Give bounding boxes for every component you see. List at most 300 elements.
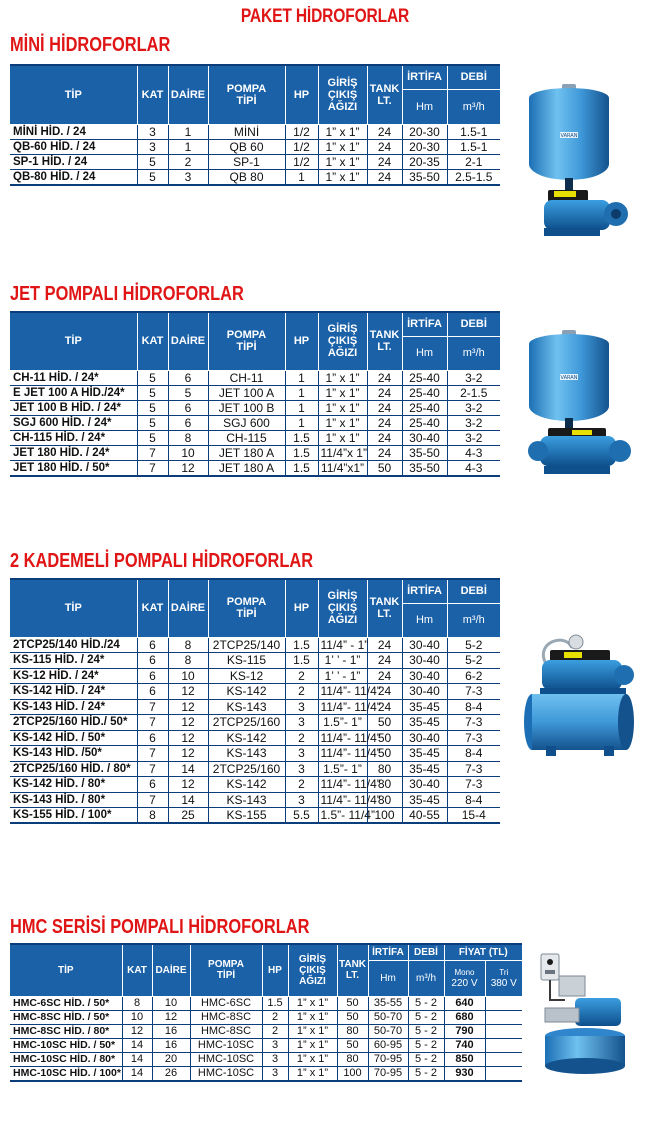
table-cell: KS-155 bbox=[208, 808, 285, 824]
table-cell: 1 bbox=[285, 400, 318, 415]
table-cell: 24 bbox=[367, 445, 402, 460]
table-cell: 8 bbox=[137, 808, 168, 824]
model-name-cell: HMC-6SC HİD. / 50* bbox=[10, 996, 122, 1010]
table-cell: 12 bbox=[168, 460, 208, 476]
table-cell: 2 bbox=[168, 154, 208, 169]
table-cell: 6 bbox=[137, 730, 168, 746]
table-cell: 50 bbox=[337, 1038, 368, 1052]
model-name-cell: QB-80 HİD. / 24 bbox=[10, 169, 137, 185]
table-cell: 1” x 1” bbox=[318, 370, 367, 385]
table-cell: 11/4”- 11/4” bbox=[318, 730, 367, 746]
table-cell: 7-3 bbox=[447, 761, 500, 777]
table-cell: 14 bbox=[122, 1038, 152, 1052]
table-cell: 30-40 bbox=[402, 637, 447, 653]
table-cell: 1” x 1” bbox=[318, 400, 367, 415]
section-title-hmc: HMC SERİSİ POMPALI HİDROFORLAR bbox=[10, 916, 310, 938]
table-cell: HMC-6SC bbox=[190, 996, 262, 1010]
header-tank: TANK LT. bbox=[337, 944, 368, 996]
table-cell: 10 bbox=[152, 996, 190, 1010]
table-cell: 7 bbox=[137, 715, 168, 731]
table-cell: 30-40 bbox=[402, 430, 447, 445]
table-cell: 24 bbox=[367, 668, 402, 684]
table-cell: 16 bbox=[152, 1024, 190, 1038]
table-cell: 1.5 bbox=[285, 653, 318, 669]
hidrofor-product-image bbox=[520, 78, 636, 246]
jet-hidrofor-product-image bbox=[520, 326, 636, 486]
table-cell: 1.5 bbox=[285, 460, 318, 476]
header-kat: KAT bbox=[122, 944, 152, 996]
header-irtifa: İRTİFA bbox=[402, 65, 447, 89]
table-cell: 24 bbox=[367, 154, 402, 169]
table-cell: 680 bbox=[444, 1010, 485, 1024]
table-cell: 1 bbox=[285, 385, 318, 400]
header-hp: HP bbox=[262, 944, 288, 996]
hmc-serisi-table bbox=[10, 943, 522, 1082]
model-name-cell: 2TCP25/140 HİD./24 bbox=[10, 637, 137, 653]
header-fiyat: FİYAT (TL) bbox=[444, 944, 522, 960]
table-cell: JET 100 A bbox=[208, 385, 285, 400]
table-row bbox=[10, 668, 500, 684]
table-cell: CH-115 bbox=[208, 430, 285, 445]
header-pompa-tipi: POMPA TİPİ bbox=[208, 312, 285, 370]
header-giris-cikis: GİRİŞ ÇIKIŞ AĞIZI bbox=[318, 579, 367, 637]
table-cell: 1.5”- 11/4” bbox=[318, 808, 367, 824]
table-cell: 2-1 bbox=[447, 154, 500, 169]
header-m3h: m³/h bbox=[447, 89, 500, 124]
table-cell: 12 bbox=[168, 699, 208, 715]
table-cell: 14 bbox=[122, 1052, 152, 1066]
table-cell: HMC-8SC bbox=[190, 1024, 262, 1038]
table-cell: 5 bbox=[137, 430, 168, 445]
table-cell: 11/4”x 1” bbox=[318, 445, 367, 460]
header-tip: TİP bbox=[10, 65, 137, 124]
model-name-cell: KS-155 HİD. / 100* bbox=[10, 808, 137, 824]
table-cell: MİNİ bbox=[208, 124, 285, 139]
table-cell: 5 bbox=[137, 385, 168, 400]
header-irtifa: İRTİFA bbox=[402, 579, 447, 603]
table-cell: 5 bbox=[137, 154, 168, 169]
header-debi: DEBİ bbox=[447, 579, 500, 603]
model-name-cell: CH-115 HİD. / 24* bbox=[10, 430, 137, 445]
header-hp: HP bbox=[285, 312, 318, 370]
svg-text:VARAN: VARAN bbox=[560, 375, 578, 381]
table-cell: HMC-10SC bbox=[190, 1038, 262, 1052]
table-cell: 11/4”x1” bbox=[318, 460, 367, 476]
table-cell: 8-4 bbox=[447, 792, 500, 808]
table-cell: 3-2 bbox=[447, 400, 500, 415]
table-cell: HMC-10SC bbox=[190, 1066, 262, 1081]
table-cell: 7 bbox=[137, 761, 168, 777]
table-cell: 11/4”- 11/4” bbox=[318, 792, 367, 808]
table-cell: 35-50 bbox=[402, 169, 447, 185]
table-cell: 100 bbox=[367, 808, 402, 824]
table-cell: 5 bbox=[137, 169, 168, 185]
table-cell: 8-4 bbox=[447, 746, 500, 762]
table-cell: 1.5 bbox=[285, 430, 318, 445]
table-cell: 70-95 bbox=[368, 1052, 408, 1066]
table-cell: 1/2 bbox=[285, 124, 318, 139]
table-cell: 1” x 1” bbox=[288, 1010, 337, 1024]
header-m3h: m³/h bbox=[408, 960, 444, 996]
table-cell: 5 - 2 bbox=[408, 1024, 444, 1038]
table-cell: 5 - 2 bbox=[408, 1038, 444, 1052]
table-row bbox=[10, 1052, 522, 1066]
table-cell: 24 bbox=[367, 370, 402, 385]
table-cell: 2 bbox=[285, 684, 318, 700]
table-cell: 10 bbox=[122, 1010, 152, 1024]
table-cell: 50 bbox=[367, 715, 402, 731]
table-cell: 24 bbox=[367, 653, 402, 669]
table-cell: 35-50 bbox=[402, 445, 447, 460]
table-cell: 5 bbox=[137, 400, 168, 415]
table-cell: 1” x 1” bbox=[318, 169, 367, 185]
table-cell: 2TCP25/160 bbox=[208, 715, 285, 731]
header-debi: DEBİ bbox=[447, 312, 500, 336]
table-cell bbox=[485, 996, 522, 1010]
table-cell: 2 bbox=[285, 668, 318, 684]
section-title-2-kademeli: 2 KADEMELİ POMPALI HİDROFORLAR bbox=[10, 550, 314, 572]
table-cell: 1” x 1” bbox=[318, 124, 367, 139]
table-row bbox=[10, 653, 500, 669]
table-cell: 16 bbox=[152, 1038, 190, 1052]
table-cell: 11/4”- 11/4” bbox=[318, 699, 367, 715]
table-cell: 2.5-1.5 bbox=[447, 169, 500, 185]
table-cell: 1” x 1” bbox=[318, 415, 367, 430]
table-cell: 2 bbox=[262, 1024, 288, 1038]
mini-hidroforlar-table bbox=[10, 64, 500, 186]
section-title-jet: JET POMPALI HİDROFORLAR bbox=[10, 283, 244, 305]
table-cell: 35-45 bbox=[402, 715, 447, 731]
table-cell bbox=[485, 1066, 522, 1081]
table-cell bbox=[485, 1024, 522, 1038]
table-cell: 5 - 2 bbox=[408, 996, 444, 1010]
table-cell: 50 bbox=[367, 460, 402, 476]
table-cell: 6 bbox=[137, 637, 168, 653]
table-cell: 3 bbox=[285, 792, 318, 808]
table-row bbox=[10, 761, 500, 777]
model-name-cell: KS-115 HİD. / 24* bbox=[10, 653, 137, 669]
table-cell: KS-143 bbox=[208, 746, 285, 762]
table-cell: 1” x 1” bbox=[288, 996, 337, 1010]
model-name-cell: SGJ 600 HİD. / 24* bbox=[10, 415, 137, 430]
table-cell: 7 bbox=[137, 792, 168, 808]
table-cell: 7-3 bbox=[447, 730, 500, 746]
model-name-cell: KS-142 HİD. / 24* bbox=[10, 684, 137, 700]
table-cell: 12 bbox=[152, 1010, 190, 1024]
table-cell: 12 bbox=[122, 1024, 152, 1038]
table-row bbox=[10, 699, 500, 715]
table-cell: 1” x 1” bbox=[318, 154, 367, 169]
table-cell: 11/4”- 11/4” bbox=[318, 777, 367, 793]
table-cell: 35-55 bbox=[368, 996, 408, 1010]
table-cell: 24 bbox=[367, 169, 402, 185]
table-cell: 1” x 1” bbox=[288, 1038, 337, 1052]
table-cell: 26 bbox=[152, 1066, 190, 1081]
table-cell: 35-45 bbox=[402, 699, 447, 715]
table-cell: 1.5 bbox=[262, 996, 288, 1010]
table-cell: 5 bbox=[137, 415, 168, 430]
table-cell: 80 bbox=[337, 1024, 368, 1038]
table-cell: 50 bbox=[337, 1010, 368, 1024]
table-cell: 1/2 bbox=[285, 154, 318, 169]
header-m3h: m³/h bbox=[447, 336, 500, 370]
header-tri: Tri 380 V bbox=[485, 960, 522, 996]
table-cell: 1.5-1 bbox=[447, 139, 500, 154]
table-cell: 12 bbox=[168, 746, 208, 762]
table-row bbox=[10, 1038, 522, 1052]
header-pompa-tipi: POMPA TİPİ bbox=[208, 65, 285, 124]
model-name-cell: 2TCP25/160 HİD. / 80* bbox=[10, 761, 137, 777]
table-cell: QB 60 bbox=[208, 139, 285, 154]
table-row bbox=[10, 715, 500, 731]
table-cell: 25-40 bbox=[402, 400, 447, 415]
table-cell: KS-142 bbox=[208, 684, 285, 700]
table-row bbox=[10, 415, 500, 430]
table-cell: 3 bbox=[262, 1066, 288, 1081]
table-cell: 6 bbox=[137, 668, 168, 684]
table-cell: 14 bbox=[168, 792, 208, 808]
table-cell: 6-2 bbox=[447, 668, 500, 684]
table-cell: 1’ ’ - 1” bbox=[318, 668, 367, 684]
table-cell: JET 180 A bbox=[208, 460, 285, 476]
model-name-cell: HMC-10SC HİD. / 50* bbox=[10, 1038, 122, 1052]
table-cell: 20-30 bbox=[402, 124, 447, 139]
table-cell: 35-45 bbox=[402, 761, 447, 777]
table-cell: 7 bbox=[137, 699, 168, 715]
table-cell: 50-70 bbox=[368, 1024, 408, 1038]
header-tank: TANK LT. bbox=[367, 65, 402, 124]
table-cell: 1.5 bbox=[285, 445, 318, 460]
table-cell: 15-4 bbox=[447, 808, 500, 824]
table-cell: 30-40 bbox=[402, 668, 447, 684]
page-title: PAKET HİDROFORLAR bbox=[240, 6, 410, 27]
table-row bbox=[10, 746, 500, 762]
table-cell: JET 100 B bbox=[208, 400, 285, 415]
section-title-mini: MİNİ HİDROFORLAR bbox=[10, 34, 171, 56]
table-cell: KS-12 bbox=[208, 668, 285, 684]
2-kademeli-table bbox=[10, 578, 500, 824]
table-row bbox=[10, 385, 500, 400]
table-row bbox=[10, 1066, 522, 1081]
table-cell: 7-3 bbox=[447, 715, 500, 731]
table-cell: 1’ ’ - 1” bbox=[318, 653, 367, 669]
table-cell: 35-45 bbox=[402, 792, 447, 808]
table-cell: 2 bbox=[262, 1010, 288, 1024]
header-irtifa: İRTİFA bbox=[368, 944, 408, 960]
table-cell: 25-40 bbox=[402, 370, 447, 385]
table-cell: 6 bbox=[168, 415, 208, 430]
header-pompa-tipi: POMPA TİPİ bbox=[208, 579, 285, 637]
table-cell: 11/4”- 11/4” bbox=[318, 746, 367, 762]
model-name-cell: 2TCP25/160 HİD./ 50* bbox=[10, 715, 137, 731]
table-cell: 2-1.5 bbox=[447, 385, 500, 400]
table-cell: 930 bbox=[444, 1066, 485, 1081]
table-cell: 5.5 bbox=[285, 808, 318, 824]
table-cell: 2TCP25/140 bbox=[208, 637, 285, 653]
table-cell: 11/4”- 11/4” bbox=[318, 684, 367, 700]
table-cell: 80 bbox=[367, 777, 402, 793]
table-cell: HMC-8SC bbox=[190, 1010, 262, 1024]
header-tip: TİP bbox=[10, 579, 137, 637]
table-cell: 1.5-1 bbox=[447, 124, 500, 139]
table-cell: 50 bbox=[367, 746, 402, 762]
header-giris-cikis: GİRİŞ ÇIKIŞ AĞIZI bbox=[318, 65, 367, 124]
table-cell: 5 bbox=[168, 385, 208, 400]
model-name-cell: HMC-10SC HİD. / 80* bbox=[10, 1052, 122, 1066]
jet-pompali-table bbox=[10, 311, 500, 477]
table-cell: 10 bbox=[168, 668, 208, 684]
header-hm: Hm bbox=[402, 336, 447, 370]
table-cell: 1.5”- 1” bbox=[318, 761, 367, 777]
table-cell: 2TCP25/160 bbox=[208, 761, 285, 777]
table-cell: 70-95 bbox=[368, 1066, 408, 1081]
header-pompa-tipi: POMPA TİPİ bbox=[190, 944, 262, 996]
table-row bbox=[10, 808, 500, 824]
table-cell: 1” x 1” bbox=[318, 430, 367, 445]
table-cell: 3 bbox=[285, 699, 318, 715]
table-cell: 24 bbox=[367, 684, 402, 700]
table-row bbox=[10, 430, 500, 445]
table-cell: 2 bbox=[285, 777, 318, 793]
table-cell: 8 bbox=[168, 637, 208, 653]
table-cell: 80 bbox=[367, 792, 402, 808]
header-kat: KAT bbox=[137, 65, 168, 124]
table-cell: 3-2 bbox=[447, 370, 500, 385]
table-cell: 20-30 bbox=[402, 139, 447, 154]
header-daire: DAİRE bbox=[168, 312, 208, 370]
table-cell: 6 bbox=[168, 370, 208, 385]
model-name-cell: KS-143 HİD. /50* bbox=[10, 746, 137, 762]
model-name-cell: HMC-10SC HİD. / 100* bbox=[10, 1066, 122, 1081]
model-name-cell: MİNİ HİD. / 24 bbox=[10, 124, 137, 139]
table-cell: 50 bbox=[367, 730, 402, 746]
header-debi: DEBİ bbox=[447, 65, 500, 89]
table-row bbox=[10, 460, 500, 476]
table-cell: 3 bbox=[262, 1052, 288, 1066]
table-cell: 1” x 1” bbox=[288, 1024, 337, 1038]
table-cell: 25 bbox=[168, 808, 208, 824]
table-cell: 7-3 bbox=[447, 777, 500, 793]
model-name-cell: JET 180 HİD. / 24* bbox=[10, 445, 137, 460]
table-row bbox=[10, 370, 500, 385]
table-cell: 24 bbox=[367, 385, 402, 400]
table-cell: 60-95 bbox=[368, 1038, 408, 1052]
table-cell: 3 bbox=[137, 139, 168, 154]
header-hm: Hm bbox=[368, 960, 408, 996]
table-cell: 25-40 bbox=[402, 385, 447, 400]
table-row bbox=[10, 637, 500, 653]
table-cell: 40-55 bbox=[402, 808, 447, 824]
table-cell: 6 bbox=[137, 653, 168, 669]
table-cell: KS-143 bbox=[208, 792, 285, 808]
table-cell: 50-70 bbox=[368, 1010, 408, 1024]
table-cell: 1 bbox=[285, 169, 318, 185]
table-cell: 1.5 bbox=[285, 637, 318, 653]
header-tip: TİP bbox=[10, 312, 137, 370]
table-cell: KS-115 bbox=[208, 653, 285, 669]
model-name-cell: JET 100 B HİD. / 24* bbox=[10, 400, 137, 415]
svg-text:VARAN: VARAN bbox=[560, 133, 578, 139]
table-cell: QB 80 bbox=[208, 169, 285, 185]
model-name-cell: JET 180 HİD. / 50* bbox=[10, 460, 137, 476]
table-cell: 30-40 bbox=[402, 777, 447, 793]
table-cell: 12 bbox=[168, 730, 208, 746]
table-cell: 3-2 bbox=[447, 415, 500, 430]
table-cell: KS-142 bbox=[208, 777, 285, 793]
table-cell: 1/2 bbox=[285, 139, 318, 154]
table-cell: 1” x 1” bbox=[288, 1066, 337, 1081]
table-cell: 24 bbox=[367, 415, 402, 430]
table-cell: 100 bbox=[337, 1066, 368, 1081]
table-cell: 20 bbox=[152, 1052, 190, 1066]
table-cell: 30-40 bbox=[402, 653, 447, 669]
table-row bbox=[10, 124, 500, 139]
table-cell: 5 - 2 bbox=[408, 1010, 444, 1024]
table-cell bbox=[485, 1038, 522, 1052]
table-cell: 11/4” - 1” bbox=[318, 637, 367, 653]
table-cell: 24 bbox=[367, 699, 402, 715]
header-daire: DAİRE bbox=[152, 944, 190, 996]
table-cell: 2 bbox=[285, 730, 318, 746]
table-cell: 740 bbox=[444, 1038, 485, 1052]
table-cell: KS-142 bbox=[208, 730, 285, 746]
table-cell: 8 bbox=[122, 996, 152, 1010]
table-cell: 50 bbox=[337, 996, 368, 1010]
table-cell: 1” x 1” bbox=[288, 1052, 337, 1066]
header-hm: Hm bbox=[402, 603, 447, 637]
header-m3h: m³/h bbox=[447, 603, 500, 637]
table-cell: 12 bbox=[168, 684, 208, 700]
table-cell: 3 bbox=[168, 169, 208, 185]
model-name-cell: KS-142 HİD. / 50* bbox=[10, 730, 137, 746]
table-cell: 24 bbox=[367, 400, 402, 415]
model-name-cell: KS-143 HİD. / 80* bbox=[10, 792, 137, 808]
table-row bbox=[10, 400, 500, 415]
table-cell: SP-1 bbox=[208, 154, 285, 169]
header-daire: DAİRE bbox=[168, 579, 208, 637]
table-cell: 1 bbox=[168, 139, 208, 154]
header-giris-cikis: GİRİŞ ÇIKIŞ AĞIZI bbox=[288, 944, 337, 996]
table-cell: 20-35 bbox=[402, 154, 447, 169]
header-tip: TİP bbox=[10, 944, 122, 996]
table-row bbox=[10, 1024, 522, 1038]
table-cell: 30-40 bbox=[402, 684, 447, 700]
table-cell: 14 bbox=[168, 761, 208, 777]
table-cell: 35-50 bbox=[402, 460, 447, 476]
table-cell: 24 bbox=[367, 637, 402, 653]
table-row bbox=[10, 777, 500, 793]
table-cell: 5-2 bbox=[447, 653, 500, 669]
table-cell: 24 bbox=[367, 139, 402, 154]
header-hp: HP bbox=[285, 65, 318, 124]
header-tank: TANK LT. bbox=[367, 579, 402, 637]
table-cell: 24 bbox=[367, 430, 402, 445]
table-cell: 5 - 2 bbox=[408, 1052, 444, 1066]
table-cell: 14 bbox=[122, 1066, 152, 1081]
table-cell: 4-3 bbox=[447, 460, 500, 476]
table-cell: 3 bbox=[285, 761, 318, 777]
model-name-cell: E JET 100 A HİD./24* bbox=[10, 385, 137, 400]
table-cell: CH-11 bbox=[208, 370, 285, 385]
table-row bbox=[10, 139, 500, 154]
table-row bbox=[10, 169, 500, 185]
table-cell: 7 bbox=[137, 445, 168, 460]
header-irtifa: İRTİFA bbox=[402, 312, 447, 336]
table-cell: 8-4 bbox=[447, 699, 500, 715]
header-mono: Mono 220 V bbox=[444, 960, 485, 996]
table-cell: 8 bbox=[168, 430, 208, 445]
model-name-cell: KS-142 HİD. / 80* bbox=[10, 777, 137, 793]
